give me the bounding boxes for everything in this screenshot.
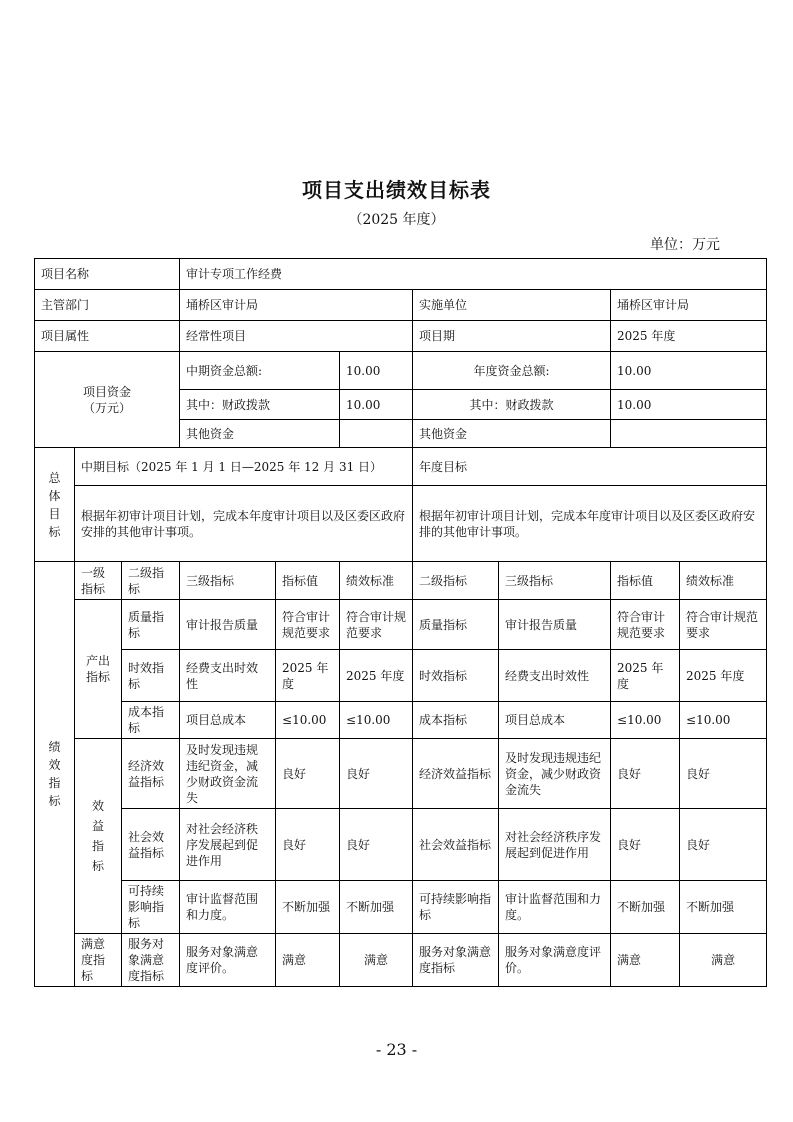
period-label: 项目期 bbox=[413, 321, 611, 352]
ind-l3-annual: 经费支出时效性 bbox=[499, 650, 611, 702]
other-funds-value-mid bbox=[340, 420, 413, 448]
ind-l3: 审计监督范围和力度。 bbox=[180, 881, 276, 934]
ind-l2-annual: 质量指标 bbox=[413, 600, 499, 650]
header-level1: 一级指标 bbox=[75, 562, 122, 600]
dept-value: 埇桥区审计局 bbox=[180, 290, 413, 321]
ind-l3-annual: 及时发现违规违纪资金，减少财政资金流失 bbox=[499, 739, 611, 809]
ind-value: 良好 bbox=[276, 809, 340, 881]
ind-l3-annual: 服务对象满意度评价。 bbox=[499, 934, 611, 987]
header-standard-annual: 绩效标准 bbox=[680, 562, 767, 600]
ind-standard-annual: ≤10.00 bbox=[680, 702, 767, 739]
ind-standard-annual: 满意 bbox=[680, 934, 767, 987]
mid-total-value: 10.00 bbox=[340, 352, 413, 390]
ind-standard: 符合审计规范要求 bbox=[340, 600, 413, 650]
ind-value: 2025 年度 bbox=[276, 650, 340, 702]
ind-value: 满意 bbox=[276, 934, 340, 987]
page-number: - 23 - bbox=[375, 1040, 418, 1059]
ind-l2: 可持续影响指标 bbox=[122, 881, 180, 934]
ind-l2: 质量指标 bbox=[122, 600, 180, 650]
ind-standard: 2025 年度 bbox=[340, 650, 413, 702]
ind-value-annual: 满意 bbox=[611, 934, 680, 987]
year-subtitle: （2025 年度） bbox=[348, 212, 445, 228]
ind-l3-annual: 对社会经济秩序发展起到促进作用 bbox=[499, 809, 611, 881]
ind-l2-annual: 社会效益指标 bbox=[413, 809, 499, 881]
ind-l2-annual: 经济效益指标 bbox=[413, 739, 499, 809]
ind-l2: 经济效益指标 bbox=[122, 739, 180, 809]
ind-value: 良好 bbox=[276, 739, 340, 809]
ind-l2: 时效指标 bbox=[122, 650, 180, 702]
header-value: 指标值 bbox=[276, 562, 340, 600]
ind-standard-annual: 不断加强 bbox=[680, 881, 767, 934]
ind-l3: 对社会经济秩序发展起到促进作用 bbox=[180, 809, 276, 881]
header-value-annual: 指标值 bbox=[611, 562, 680, 600]
performance-target-table bbox=[34, 258, 767, 987]
header-standard: 绩效标准 bbox=[340, 562, 413, 600]
fiscal-label-mid: 其中：财政拨款 bbox=[180, 390, 340, 420]
indicators-label: 绩效指标 bbox=[35, 562, 75, 987]
mid-goal-text: 根据年初审计项目计划，完成本年度审计项目以及区委区政府安排的其他审计事项。 bbox=[75, 486, 413, 562]
header-level2: 二级指标 bbox=[122, 562, 180, 600]
fiscal-value-annual: 10.00 bbox=[611, 390, 767, 420]
annual-total-label: 年度资金总额: bbox=[413, 352, 611, 390]
ind-value-annual: ≤10.00 bbox=[611, 702, 680, 739]
ind-l3-annual: 项目总成本 bbox=[499, 702, 611, 739]
project-name-value: 审计专项工作经费 bbox=[180, 259, 767, 290]
ind-standard: 不断加强 bbox=[340, 881, 413, 934]
ind-standard-annual: 良好 bbox=[680, 809, 767, 881]
attr-value: 经常性项目 bbox=[180, 321, 413, 352]
ind-standard-annual: 2025 年度 bbox=[680, 650, 767, 702]
other-funds-label-mid: 其他资金 bbox=[180, 420, 340, 448]
mid-total-label: 中期资金总额: bbox=[180, 352, 340, 390]
ind-value: 符合审计规范要求 bbox=[276, 600, 340, 650]
annual-goal-text: 根据年初审计项目计划，完成本年度审计项目以及区委区政府安排的其他审计事项。 bbox=[413, 486, 767, 562]
ind-l3: 服务对象满意度评价。 bbox=[180, 934, 276, 987]
ind-l2: 社会效益指标 bbox=[122, 809, 180, 881]
header-level3-annual: 三级指标 bbox=[499, 562, 611, 600]
mid-goal-header: 中期目标（2025 年 1 月 1 日—2025 年 12 月 31 日） bbox=[75, 448, 413, 486]
impl-value: 埇桥区审计局 bbox=[611, 290, 767, 321]
project-name-label: 项目名称 bbox=[35, 259, 180, 290]
impl-label: 实施单位 bbox=[413, 290, 611, 321]
ind-standard: 良好 bbox=[340, 809, 413, 881]
ind-l3-annual: 审计监督范围和力度。 bbox=[499, 881, 611, 934]
header-level2-annual: 二级指标 bbox=[413, 562, 499, 600]
ind-l2: 服务对象满意度指标 bbox=[122, 934, 180, 987]
ind-value-annual: 良好 bbox=[611, 809, 680, 881]
unit-label: 单位：万元 bbox=[650, 237, 720, 253]
fiscal-value-mid: 10.00 bbox=[340, 390, 413, 420]
overall-goal-label: 总体目标 bbox=[35, 448, 75, 562]
ind-standard: ≤10.00 bbox=[340, 702, 413, 739]
ind-l2-annual: 成本指标 bbox=[413, 702, 499, 739]
header-level3: 三级指标 bbox=[180, 562, 276, 600]
ind-standard-annual: 良好 bbox=[680, 739, 767, 809]
ind-l3: 及时发现违规违纪资金，减少财政资金流失 bbox=[180, 739, 276, 809]
ind-value-annual: 2025 年度 bbox=[611, 650, 680, 702]
group-satisfaction: 满意度指标 bbox=[75, 934, 122, 987]
ind-value-annual: 不断加强 bbox=[611, 881, 680, 934]
funds-label: 项目资金 （万元） bbox=[35, 352, 180, 448]
ind-value-annual: 良好 bbox=[611, 739, 680, 809]
fiscal-label-annual: 其中：财政拨款 bbox=[413, 390, 611, 420]
ind-l2-annual: 可持续影响指标 bbox=[413, 881, 499, 934]
ind-standard: 良好 bbox=[340, 739, 413, 809]
ind-value: ≤10.00 bbox=[276, 702, 340, 739]
ind-l2-annual: 服务对象满意度指标 bbox=[413, 934, 499, 987]
other-funds-label-annual: 其他资金 bbox=[413, 420, 611, 448]
group-output: 产出指标 bbox=[75, 600, 122, 739]
attr-label: 项目属性 bbox=[35, 321, 180, 352]
ind-standard: 满意 bbox=[340, 934, 413, 987]
ind-l3: 审计报告质量 bbox=[180, 600, 276, 650]
ind-l2: 成本指标 bbox=[122, 702, 180, 739]
ind-l2-annual: 时效指标 bbox=[413, 650, 499, 702]
ind-l3: 项目总成本 bbox=[180, 702, 276, 739]
other-funds-value-annual bbox=[611, 420, 767, 448]
period-value: 2025 年度 bbox=[611, 321, 767, 352]
ind-value: 不断加强 bbox=[276, 881, 340, 934]
dept-label: 主管部门 bbox=[35, 290, 180, 321]
page-title: 项目支出绩效目标表 bbox=[302, 178, 491, 202]
ind-value-annual: 符合审计规范要求 bbox=[611, 600, 680, 650]
ind-standard-annual: 符合审计规范要求 bbox=[680, 600, 767, 650]
group-benefit: 效益指标 bbox=[75, 739, 122, 934]
ind-l3: 经费支出时效性 bbox=[180, 650, 276, 702]
annual-goal-header: 年度目标 bbox=[413, 448, 767, 486]
annual-total-value: 10.00 bbox=[611, 352, 767, 390]
ind-l3-annual: 审计报告质量 bbox=[499, 600, 611, 650]
